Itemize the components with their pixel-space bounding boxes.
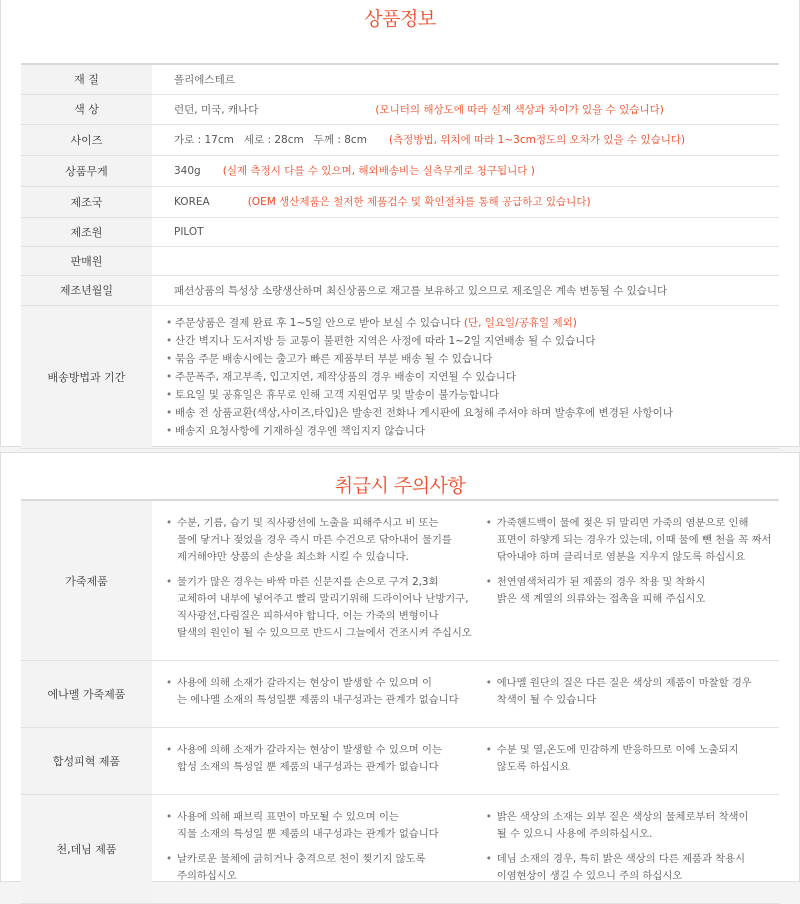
spec-label: 재 질 xyxy=(21,64,152,94)
item-line: • 수분, 기름, 습기 및 직사광선에 노출을 피해주시고 비 또는 xyxy=(177,517,439,529)
item-line: 탈색의 원인이 될 수 있으므로 반드시 그늘에서 건조시켜 주십시오 xyxy=(177,627,472,639)
item-line: 밝은 색 계열의 의류와는 접촉을 피해 주십시오 xyxy=(496,593,706,605)
weight-value: 340g xyxy=(174,165,201,177)
care-col-right xyxy=(472,728,779,795)
care-row-synthetic xyxy=(21,728,779,795)
spec-label: 제조원 xyxy=(21,217,152,246)
item-line: 않도록 하십시요 xyxy=(496,761,570,773)
item-line: 는 에나멜 소재의 특성일뿐 제품의 내구성과는 관계가 없습니다 xyxy=(177,694,459,706)
spec-value xyxy=(152,124,779,155)
item-line: 표면이 하얗게 되는 경우가 있는데, 이때 물에 뺀 천을 꼭 짜서 xyxy=(496,534,772,546)
spec-value xyxy=(152,305,779,448)
list-item xyxy=(486,675,779,709)
item-line: 착색이 될 수 있습니다 xyxy=(496,694,597,706)
item-line: 제거해야만 상품의 손상을 최소화 시킬 수 있습니다. xyxy=(177,551,409,563)
product-info-panel xyxy=(0,0,800,447)
care-label: 합성피혁 제품 xyxy=(21,728,152,795)
spec-value xyxy=(152,186,779,217)
spec-table xyxy=(21,63,779,449)
spec-row-shipping xyxy=(21,305,779,448)
item-line: 닦아내야 하며 클리너로 염분을 지우지 않도록 하십시요 xyxy=(496,551,746,563)
care-col-left xyxy=(152,728,472,795)
care-row-fabric xyxy=(21,795,779,904)
item-line: • 천연염색처리가 된 제품의 경우 착용 및 착화시 xyxy=(496,576,706,588)
item-line: 합성 소재의 특성일 뿐 제품의 내구성과는 관계가 없습니다 xyxy=(177,761,439,773)
size-note: (측정방법, 위치에 따라 1~3cm정도의 오차가 있을 수 있습니다) xyxy=(388,134,686,146)
item-line: 물에 닿거나 젖었을 경우 즉시 마른 수건으로 닦아내어 물기를 xyxy=(177,534,452,546)
product-info-title: 상품정보 xyxy=(364,8,436,30)
care-col-left xyxy=(152,500,472,661)
color-note: (모니터의 해상도에 따라 실제 색상과 차이가 있을 수 있습니다) xyxy=(375,103,664,116)
list-item xyxy=(166,515,472,566)
item-line: • 날카로운 물체에 긁히거나 충격으로 천이 찢기지 않도록 xyxy=(177,853,426,865)
item-line: 될 수 있으니 사용에 주의하십시오. xyxy=(496,828,653,840)
list-item: • 토요일 및 공휴일은 휴무로 인해 고객 지원업무 및 발송이 불가능합니다 xyxy=(166,386,779,404)
origin-value: KOREA xyxy=(174,196,210,208)
list-item xyxy=(486,742,779,776)
spec-label: 제조국 xyxy=(21,186,152,217)
spec-row-seller xyxy=(21,246,779,275)
list-item: • 묶음 주문 배송시에는 출고가 빠른 제품부터 부분 배송 될 수 있습니다 xyxy=(166,350,779,368)
list-item xyxy=(166,675,472,709)
size-depth: 두께 : 8cm xyxy=(313,134,367,146)
list-item xyxy=(486,515,779,566)
spec-row-date xyxy=(21,275,779,305)
care-col-right xyxy=(472,661,779,728)
spec-value: PILOT xyxy=(152,217,779,246)
spec-row-size xyxy=(21,124,779,155)
care-title: 취급시 주의사항 xyxy=(334,475,466,497)
item-line: 교체하여 내부에 넣어주고 빨리 말리기위해 드라이어나 난방기구, xyxy=(177,593,469,605)
shipping-list xyxy=(152,306,779,448)
spec-value xyxy=(152,246,779,275)
item-line: • 데님 소재의 경우, 특히 밝은 색상의 다른 제품과 착용시 xyxy=(496,853,746,865)
weight-note: (실제 측정시 다를 수 있으며, 해외배송비는 실측무게로 청구됩니다 ) xyxy=(222,165,535,177)
item-line: • 에나멜 원단의 질은 다른 질은 색상의 제품이 마찰할 경우 xyxy=(496,677,752,689)
item-line: • 사용에 의해 소재가 갈라지는 현상이 발생할 수 있으며 이 xyxy=(177,677,432,689)
item-line: 이염현상이 생길 수 있으니 주의 하십시오 xyxy=(496,870,683,882)
list-item xyxy=(486,809,779,843)
spec-row-origin xyxy=(21,186,779,217)
spec-value: 패션상품의 특성상 소량생산하며 최신상품으로 재고를 보유하고 있으므로 제조일은 계속 변동될 수 있습니다 xyxy=(152,275,779,305)
origin-note: (OEM 생산제품은 철저한 제품검수 및 확인절차를 통해 공급하고 있습니다) xyxy=(247,196,591,208)
spec-label: 색 상 xyxy=(21,94,152,124)
spec-label: 사이즈 xyxy=(21,124,152,155)
spec-label: 상품무게 xyxy=(21,155,152,186)
spec-value: 폴리에스테르 xyxy=(152,64,779,94)
care-label: 에나멜 가죽제품 xyxy=(21,661,152,728)
spec-value xyxy=(152,155,779,186)
spec-row-color xyxy=(21,94,779,124)
care-row-leather xyxy=(21,500,779,661)
list-item: • 주문상품은 결제 완료 후 1~5일 안으로 받아 보실 수 있습니다 (단, 일요일/공휴일 제외) xyxy=(166,314,779,332)
spec-label: 배송방법과 기간 xyxy=(21,305,152,448)
item-line: • 수분 및 열,온도에 민감하게 반응하므로 이에 노출되지 xyxy=(496,744,739,756)
care-col-right xyxy=(472,795,779,904)
list-item xyxy=(166,851,472,885)
list-item xyxy=(486,574,779,608)
list-item: • 배송지 요청사항에 기재하실 경우엔 책임지지 않습니다 xyxy=(166,422,779,440)
item-line: • 가죽핸드백이 물에 젖은 뒤 말리면 가죽의 염분으로 인해 xyxy=(496,517,749,529)
spec-label: 판매원 xyxy=(21,246,152,275)
list-item xyxy=(166,574,472,642)
list-item xyxy=(166,742,472,776)
care-col-left xyxy=(152,661,472,728)
item-line: • 사용에 의해 소재가 갈라지는 현상이 발생할 수 있으며 이는 xyxy=(177,744,442,756)
item-line: • 물기가 많은 경우는 바싹 마른 신문지를 손으로 구겨 2,3회 xyxy=(177,576,439,588)
item-line: 직사광선,다림질은 피하셔야 합니다. 이는 가죽의 변형이나 xyxy=(177,610,439,622)
care-panel xyxy=(0,452,800,882)
list-item: • 산간 벽지나 도서지방 등 교통이 불편한 지역은 사정에 따라 1~2일 지연배송 될 수 있습니다 xyxy=(166,332,779,350)
item-line: 직물 소재의 특성일 뿐 제품의 내구성과는 관계가 없습니다 xyxy=(177,828,439,840)
list-item xyxy=(166,809,472,843)
shipping-highlight: (단, 일요일/공휴일 제외) xyxy=(463,316,577,329)
spec-value xyxy=(152,94,779,124)
color-value: 런던, 미국, 캐나다 xyxy=(174,103,259,116)
spec-row-material xyxy=(21,64,779,94)
size-width: 가로 : 17cm xyxy=(174,134,234,146)
spec-row-weight xyxy=(21,155,779,186)
spec-label: 제조년월일 xyxy=(21,275,152,305)
care-row-enamel xyxy=(21,661,779,728)
care-col-left xyxy=(152,795,472,904)
list-item xyxy=(486,851,779,885)
care-label: 가죽제품 xyxy=(21,500,152,661)
list-item: • 주문폭주, 재고부족, 입고지연, 제작상품의 경우 배송이 지연될 수 있습니다 xyxy=(166,368,779,386)
care-col-right xyxy=(472,500,779,661)
item-line: • 밝은 색상의 소재는 외부 짙은 색상의 물체로부터 착색이 xyxy=(496,811,749,823)
list-item: • 배송 전 상품교환(색상,사이즈,타입)은 발송전 전화나 게시판에 요청해 주셔야 하며 발송후에 변경된 사항이나 xyxy=(166,404,779,422)
care-label: 천,데님 제품 xyxy=(21,795,152,904)
item-line: 주의하십시오 xyxy=(177,870,237,882)
spec-row-maker xyxy=(21,217,779,246)
size-height: 세로 : 28cm xyxy=(243,134,304,146)
care-table xyxy=(21,499,779,904)
item-line: • 사용에 의해 패브릭 표면이 마모될 수 있으며 이는 xyxy=(177,811,399,823)
